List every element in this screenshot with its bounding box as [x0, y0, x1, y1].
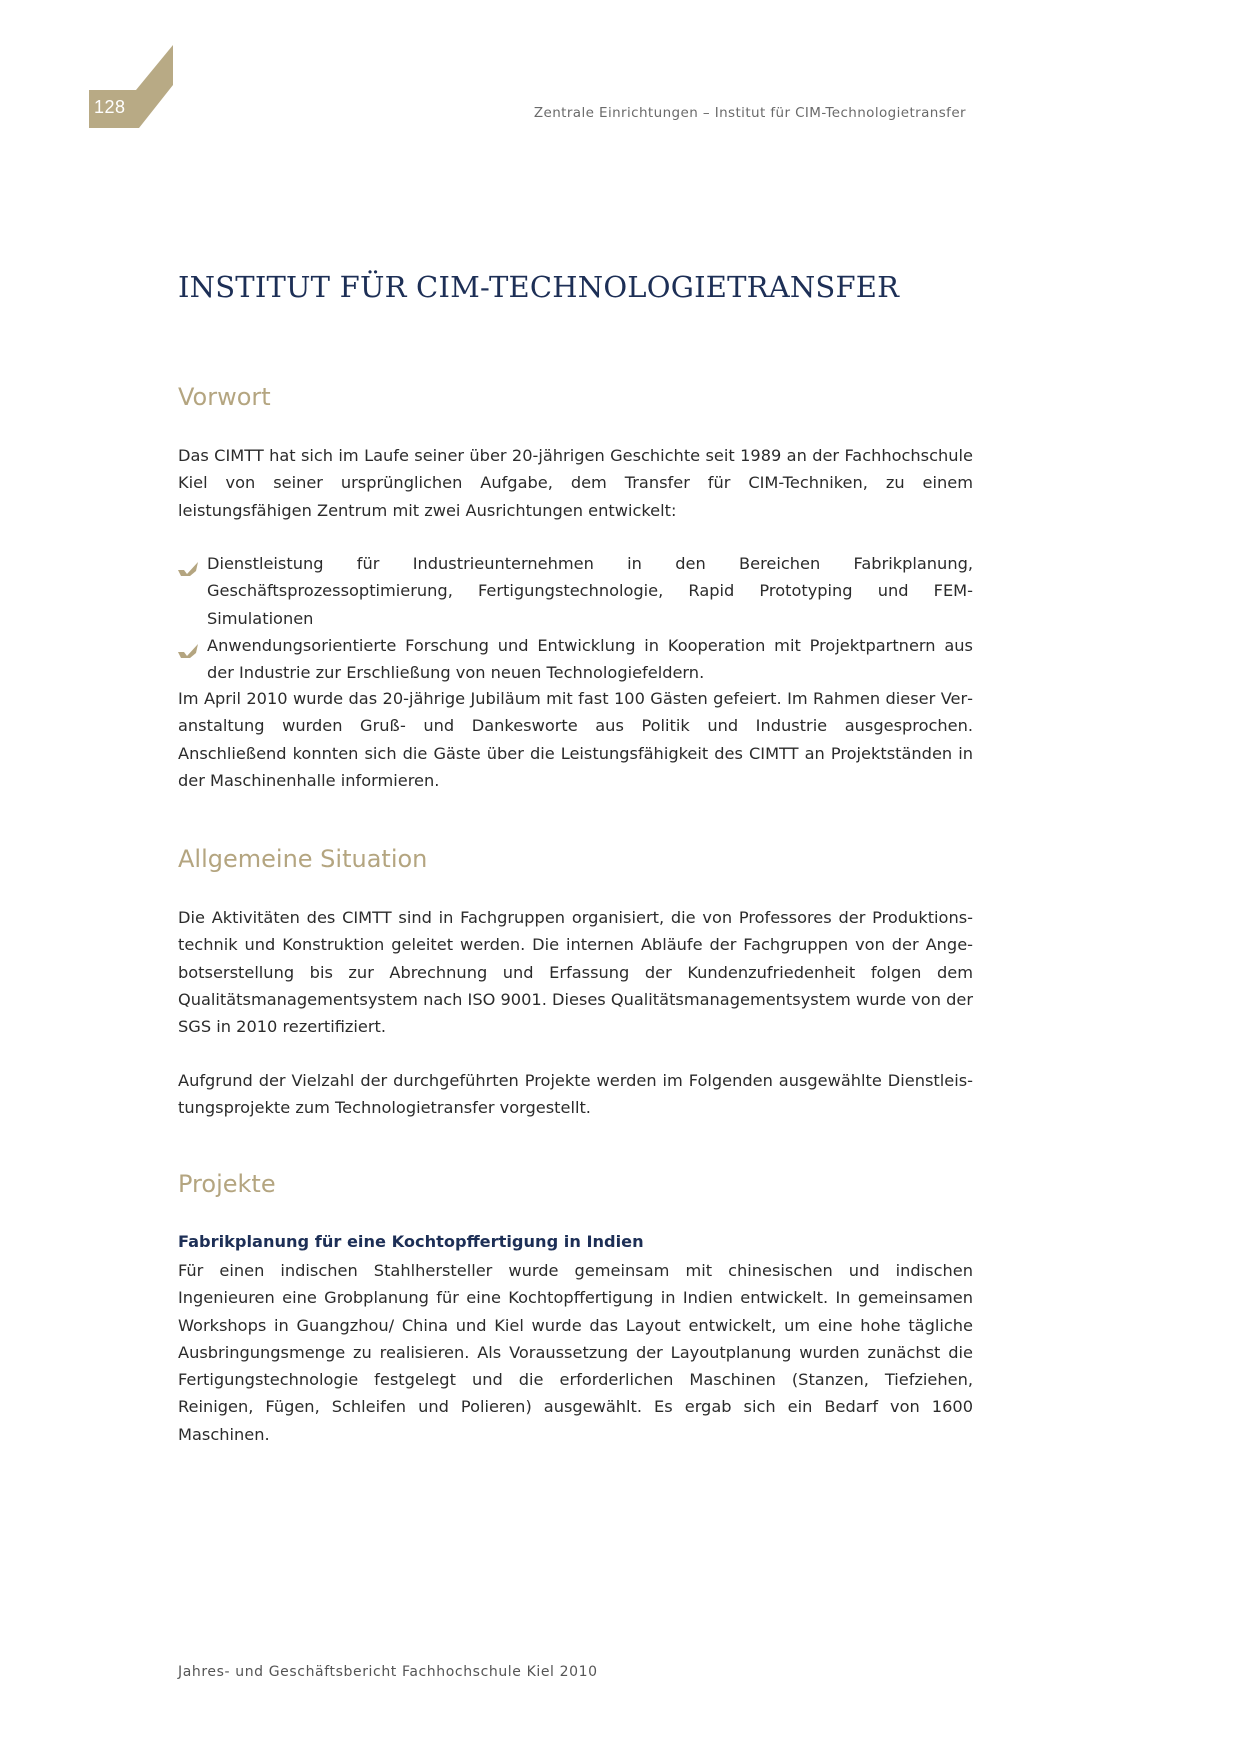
- list-item: [178, 550, 973, 632]
- section-heading-vorwort: Vorwort: [178, 383, 271, 411]
- section-heading-projekte: Projekte: [178, 1170, 276, 1198]
- situation-paragraph: Aufgrund der Vielzahl der durchgeführten Projekte werden im Folgenden ausgewählte Dienstleistungsprojekte zum Technologietransfer vorgestellt.: [178, 1071, 973, 1118]
- situation-paragraph: Die Aktivitäten des CIMTT sind in Fachgruppen organisiert, die von Professores der Produktionstechnik und Konstruktion geleitet werden. Die internen Abläufe der Fachgruppen von der Angebotserstellung bis zur Abrechnung und Erfassung der Kundenzufriedenheit folgen dem Qualitätsmanagementsystem nach ISO 9001. Dieses Qualitätsmanagementsystem wurde von der SGS in 2010 rezertifiziert.: [178, 908, 973, 1037]
- check-arrow-bullet-icon: [178, 557, 198, 571]
- list-item: [178, 632, 973, 687]
- page-title: INSTITUT FÜR CIM-TECHNOLOGIETRANSFER: [178, 270, 900, 304]
- running-header: Zentrale Einrichtungen – Institut für CIM-Technologietransfer: [533, 105, 966, 121]
- section-heading-allgemeine-situation: Allgemeine Situation: [178, 845, 428, 873]
- bullet-text: Anwendungsorientierte Forschung und Entwicklung in Kooperation mit Projektpartnern aus der Industrie zur Erschließung von neuen Technologiefeldern.: [207, 635, 973, 683]
- vorwort-closing-paragraph: Im April 2010 wurde das 20-jährige Jubiläum mit fast 100 Gästen gefeiert. Im Rahmen dieser Veranstaltung wurden Gruß- und Dankesworte aus Politik und Industrie ausgesprochen. Anschließend konnten sich die Gäste über die Leistungsfähigkeit des CIMTT an Projektständen in der Maschinenhalle informieren.: [178, 689, 973, 790]
- bullet-text: Dienstleistung für Industrieunternehmen in den Bereichen Fabrikplanung, Geschäftsprozessoptimierung, Fertigungstechnologie, Rapid Prototyping und FEM-Simulationen: [207, 554, 973, 628]
- page-number: 128: [94, 97, 126, 117]
- page-footer: Jahres- und Geschäftsbericht Fachhochschule Kiel 2010: [178, 1664, 598, 1680]
- project-title: Fabrikplanung für eine Kochtopffertigung in Indien: [178, 1232, 644, 1251]
- vorwort-bullet-list: [178, 550, 973, 686]
- project-paragraph: Für einen indischen Stahlhersteller wurde gemeinsam mit chinesischen und indischen Ingenieuren eine Grobplanung für eine Kochtopffertigung in Indien entwickelt. In gemeinsamen Workshops in Guangzhou/ China und Kiel wurde das Layout entwickelt, um eine hohe tägliche Ausbringungsmenge zu realisieren. Als Voraussetzung der Layoutplanung wurden zunächst die Fertigungstechnologie festgelegt und die erforderlichen Maschinen (Stanzen, Tiefziehen, Reinigen, Fügen, Schleifen und Polieren) ausgewählt. Es ergab sich ein Bedarf von 1600 Maschinen.: [178, 1261, 973, 1444]
- check-arrow-bullet-icon: [178, 639, 198, 653]
- vorwort-intro-paragraph: Das CIMTT hat sich im Laufe seiner über 20-jährigen Geschichte seit 1989 an der Fachhochschule Kiel von seiner ursprünglichen Aufgabe, dem Transfer für CIM-Techniken, zu einem leistungsfähigen Zentrum mit zwei Ausrichtungen entwickelt:: [178, 446, 973, 520]
